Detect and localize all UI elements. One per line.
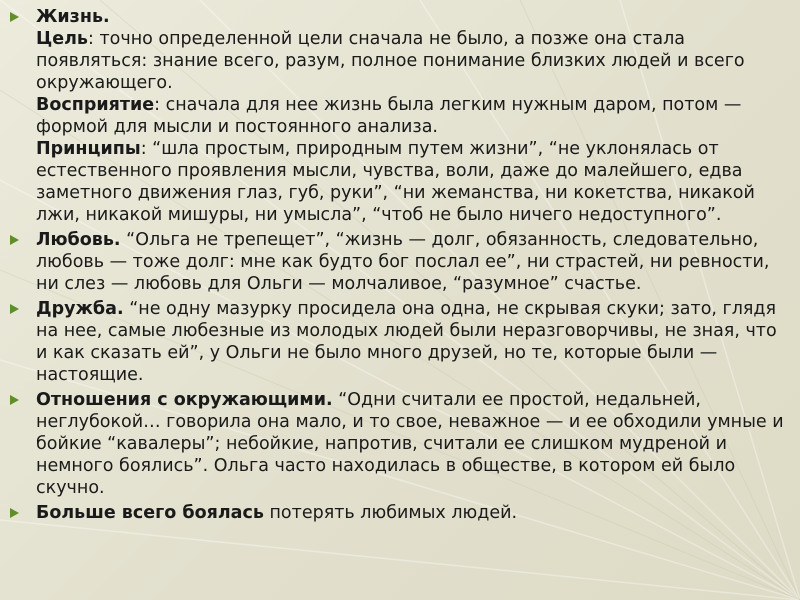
triangle-bullet-icon [10,508,19,518]
friendship-label: Дружба. [36,299,124,319]
perception-text: : сначала для нее жизнь была легким нужным даром, потом — формой для мысли и постоянного анализа. [36,95,742,137]
slide-content [10,6,790,527]
list-item-fear [10,502,790,524]
list-item-love [10,229,790,295]
list-item-friendship [10,298,790,386]
triangle-bullet-icon [10,304,19,314]
fear-text: потерять любимых людей. [263,503,518,523]
triangle-bullet-icon [10,12,19,22]
principles-text: : “шла простым, природным путем жизни”, “не уклонялась от естественного проявления мысли, чувства, воли, даже до малейшего, едва заметного движения глаз, губ, руки”, “ни жеманства, ни кокетства, никакой лжи, никакой мишуры, ни умысла”, “чтоб не было ничего недоступного”. [36,139,755,225]
goal-label: Цель [36,29,88,49]
relations-label: Отношения с окружающими. [36,390,333,410]
love-label: Любовь. [36,230,121,250]
list-item-life [10,6,790,226]
triangle-bullet-icon [10,395,19,405]
perception-label: Восприятие [36,95,155,115]
fear-label: Больше всего боялась [36,503,264,523]
list-item-relations [10,389,790,499]
relations-text: “Одни считали ее простой, недальней, неглубокой… говорила она мало, и то свое, неважное — и ее обходили умные и бойкие “кавалеры”; небойкие, напротив, считали ее слишком мудреной и немного боялись”. Ольга часто находилась в обществе, в котором ей было скучно. [36,390,784,498]
friendship-text: “не одну мазурку просидела она одна, не скрывая скуки; зато, глядя на нее, самые любезные из молодых людей были неразговорчивы, не зная, что и как сказать ей”, у Ольги не было много друзей, но те, которые были — настоящие. [36,299,777,385]
principles-label: Принципы [36,139,141,159]
triangle-bullet-icon [10,235,19,245]
love-text: “Ольга не трепещет”, “жизнь — долг, обязанность, следовательно, любовь — тоже долг: мне как будто бог послал ее”, ни страстей, ни ревности, ни слез — любовь для Ольги — молчаливое, “разумное” счастье. [36,230,770,294]
goal-text: : точно определенной цели сначала не было, а позже она стала появляться: знание всего, разум, полное понимание близких людей и всего окружающего. [36,29,745,93]
life-heading: Жизнь. [36,7,110,27]
